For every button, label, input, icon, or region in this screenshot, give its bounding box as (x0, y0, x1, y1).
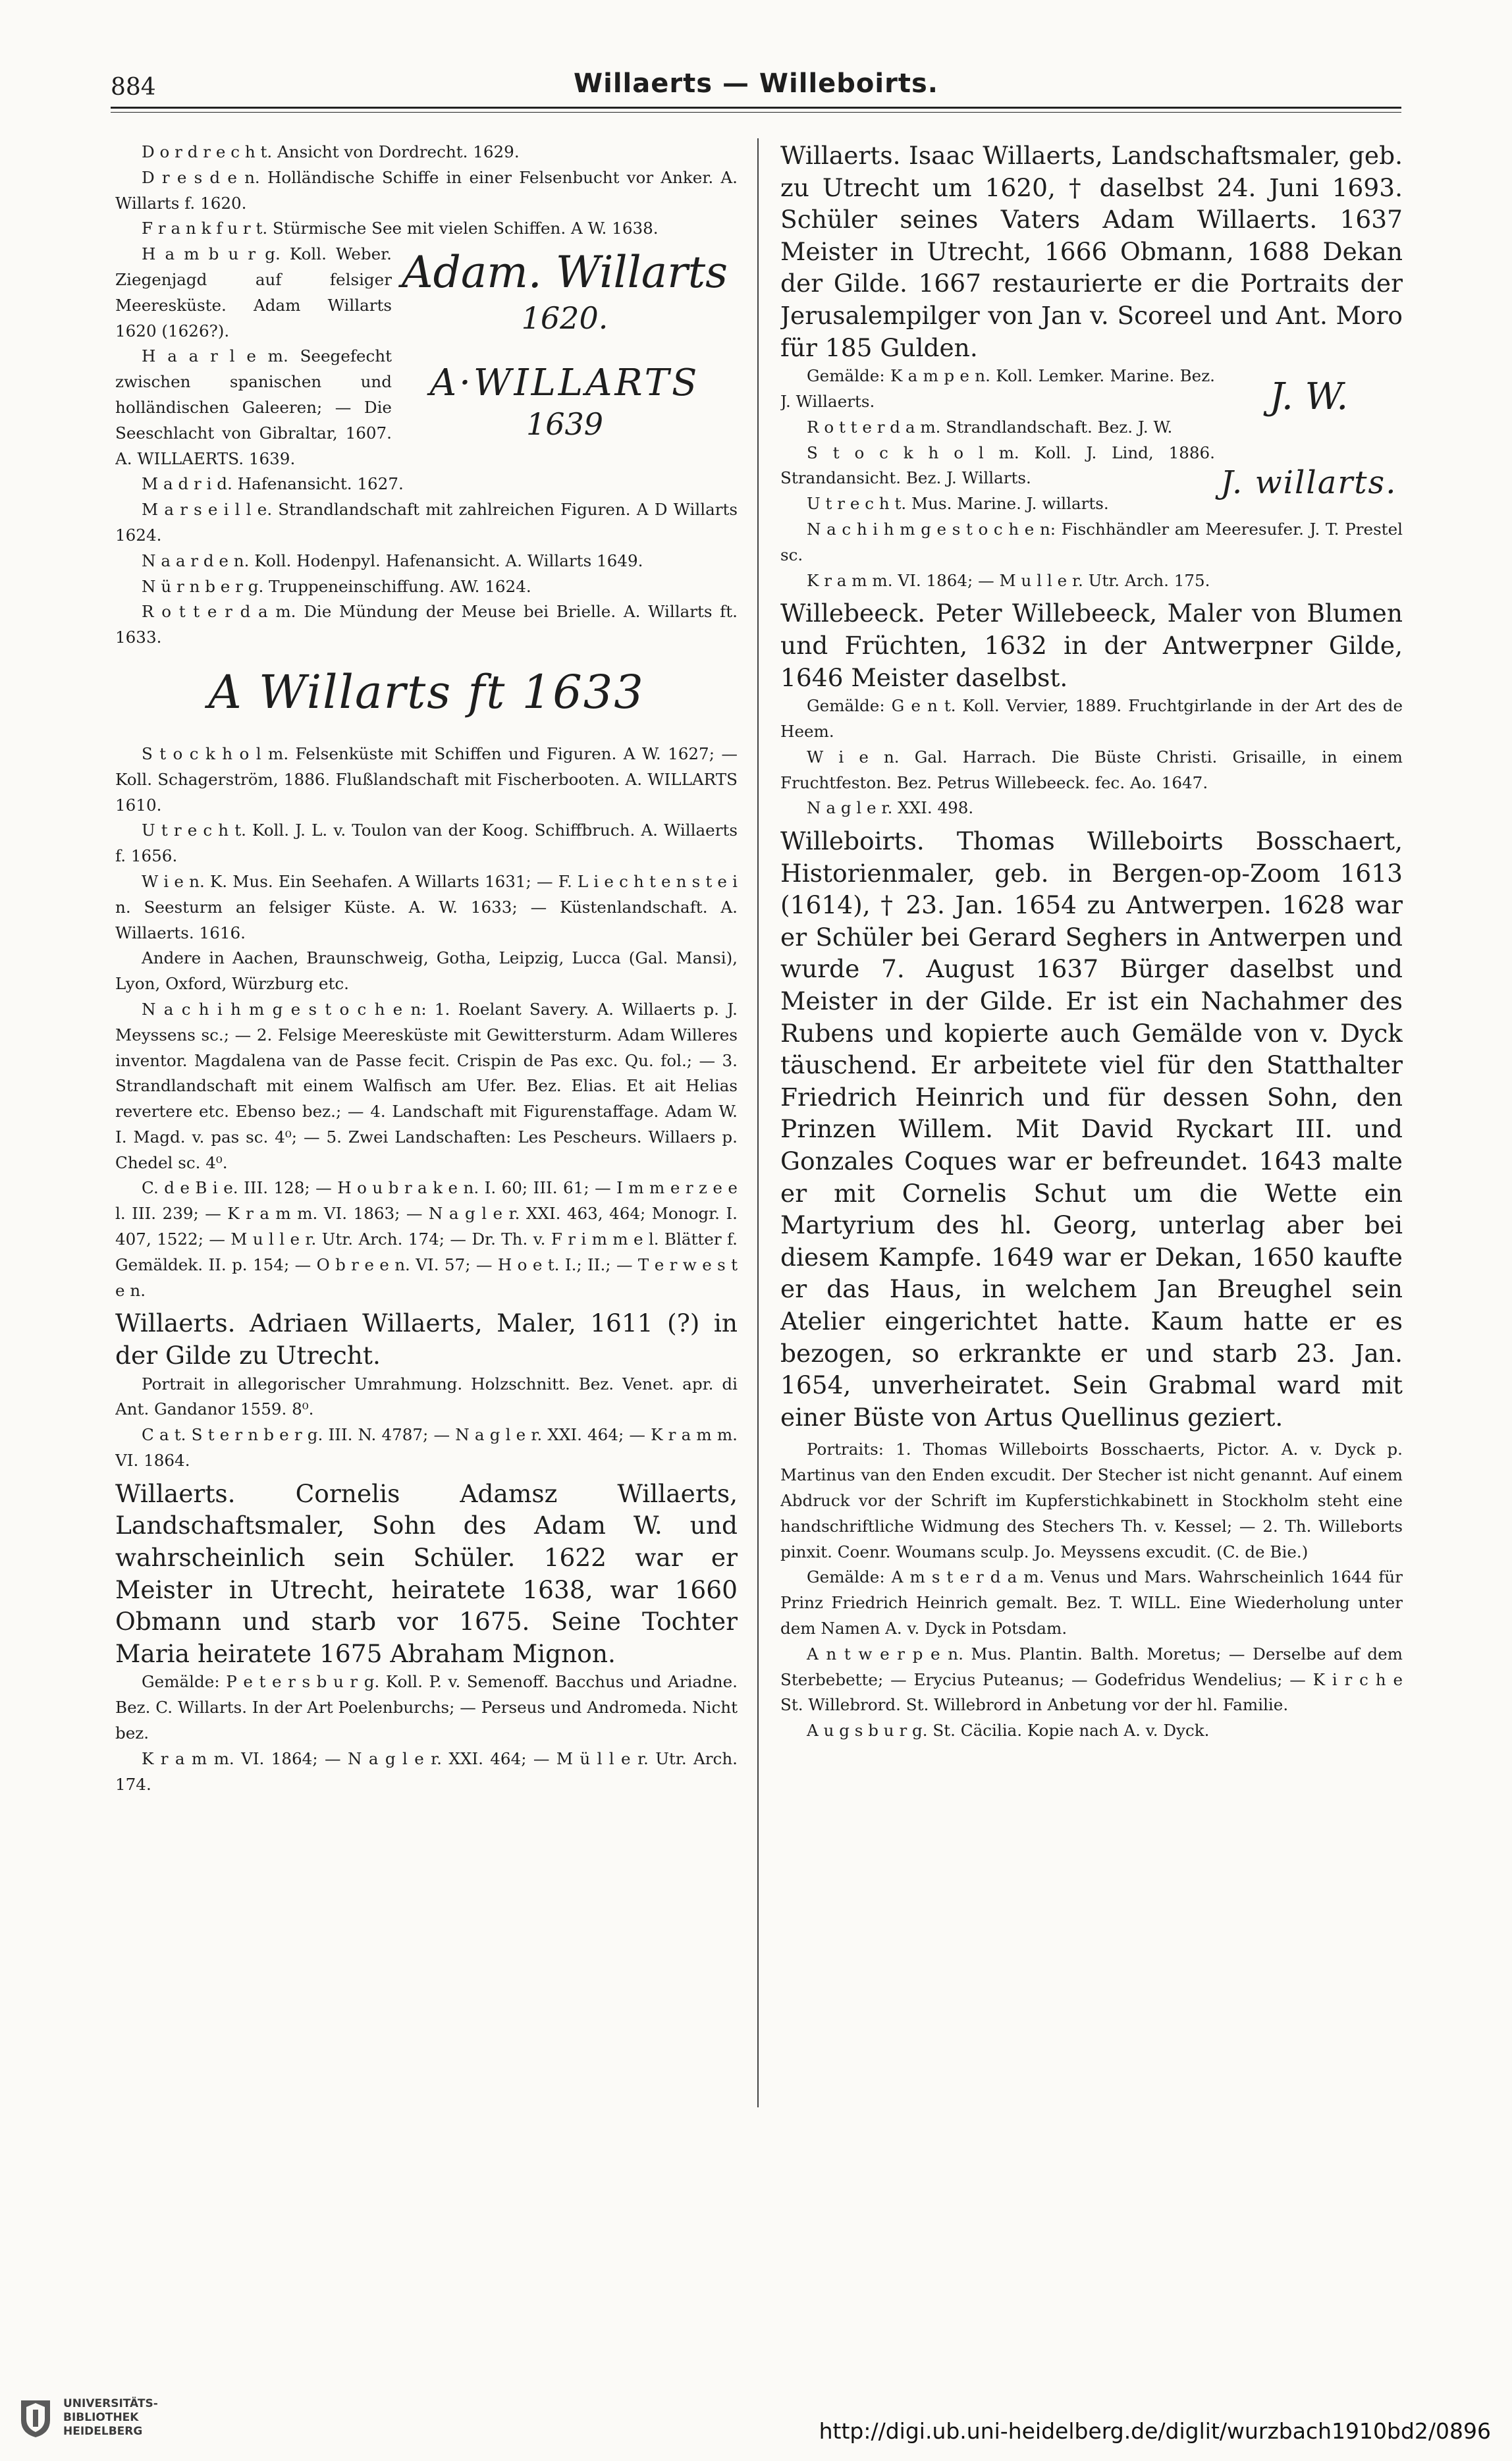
entry-utrecht: U t r e c h t. Koll. J. L. v. Toulon van der Koog. Schiffbruch. A. Willaerts f. 1656. (115, 821, 738, 866)
isaac-kampen: Gemälde: K a m p e n. Koll. Lemker. Marine. Bez. J. Willaerts. (780, 366, 1215, 411)
entry-andere: Andere in Aachen, Braunschweig, Gotha, Leipzig, Lucca (Gal. Mansi), Lyon, Oxford, Würzburg etc. (115, 948, 738, 994)
willeboirts-augsburg: A u g s b u r g. St. Cäcilia. Kopie nach A. v. Dyck. (807, 1721, 1210, 1741)
signature-j-willarts: J. willarts. (1220, 464, 1397, 502)
isaac-stockholm: S t o c k h o l m. Koll. J. Lind, 1886. Strandansicht. Bez. J. Willarts. (780, 443, 1215, 488)
willebeeck-literature: N a g l e r. XXI. 498. (807, 798, 974, 818)
entry-dordrecht: D o r d r e c h t. Ansicht von Dordrecht. 1629. (142, 142, 520, 161)
isaac-utrecht: U t r e c h t. Mus. Marine. J. willarts. (807, 494, 1109, 514)
library-name: UNIVERSITÄTS- BIBLIOTHEK HEIDELBERG (63, 2397, 158, 2438)
signature-jw: J. W. (1269, 375, 1349, 419)
portrait-adriaen: Portrait in allegorischer Umrahmung. Holzschnitt. Bez. Venet. apr. di Ant. Gandanor 1559. 8⁰. (115, 1374, 738, 1419)
entry-nuernberg: N ü r n b e r g. Truppeneinschiffung. AW. 1624. (142, 576, 531, 596)
literature-adriaen: C a t. S t e r n b e r g. III. N. 4787; — N a g l e r. XXI. 464; — K r a m m. VI. 1864. (115, 1425, 738, 1471)
isaac-engravings: N a c h i h m g e s t o c h e n: Fischhändler am Meeresufer. J. T. Prestel sc. (780, 519, 1403, 564)
signature-adam-willarts: Adam. Willarts (401, 247, 728, 298)
signature-a-willarts: A·WILLARTS (429, 362, 700, 405)
entry-madrid: M a d r i d. Hafenansicht. 1627. (142, 474, 404, 494)
entry-frankfurt: F r a n k f u r t. Stürmische See mit vielen Schiffen. A W. 1638. (142, 219, 659, 238)
signature-group (392, 242, 738, 444)
left-column (115, 140, 738, 1797)
literature-cornelis: K r a m m. VI. 1864; — N a g l e r. XXI. 464; — M ü l l e r. Utr. Arch. 174. (115, 1748, 738, 1794)
signature-year-1639: 1639 (526, 406, 604, 443)
heading-cornelis-willaerts: Willaerts. Cornelis Adamsz Willaerts, Landschaftsmaler, Sohn des Adam W. und wahrscheinlich sein Schüler. 1622 war er Meister in Utrecht, heiratete 1638, war 1660 Obmann und starb vor 1675. Seine Tochter Maria heiratete 1675 Abraham Mignon. (115, 1478, 738, 1668)
engravings-after: N a c h i h m g e s t o c h e n: 1. Roelant Savery. A. Willaerts p. J. Meyssens sc.; — 2. Felsige Meeresküste mit Gewittersturm. Adam Willeres inventor. Magdalena van de Passe fecit. Crispin de Pas exc. Qu. fol.; — 3. Strandlandschaft mit einem Walfisch am Ufer. Bez. Elias. Et ait Helias revertere etc. Ebenso bez.; — 4. Landschaft mit Figurenstaffage. Adam W. I. Magd. v. pas sc. 4⁰; — 5. Zwei Landschaften: Les Pescheurs. Willaers p. Chedel sc. 4⁰. (115, 999, 738, 1172)
isaac-literature: K r a m m. VI. 1864; — M u l l e r. Utr. Arch. 175. (807, 570, 1210, 590)
willeboirts-amsterdam: Gemälde: A m s t e r d a m. Venus und Mars. Wahrscheinlich 1644 für Prinz Friedrich Heinrich gemalt. Bez. T. WILL. Eine Wiederholung unter dem Namen A. v. Dyck in Potsdam. (780, 1567, 1403, 1638)
heading-willeboirts: Willeboirts. Thomas Willeboirts Bosschaert, Historienmaler, geb. in Bergen-op-Zoom 1613 (1614), † 23. Jan. 1654 zu Antwerpen. 1628 war er Schüler bei Gerard Seghers in Antwerpen und wurde 7. August 1637 Bürger daselbst und Meister in der Gilde. Er ist ein Nachahmer des Rubens und kopierte auch Gemälde von v. Dyck täuschend. Er arbeitete viel für den Statthalter Friedrich Heinrich und für dessen Sohn, den Prinzen Willem. Mit David Ryckart III. und Gonzales Coques war er befreundet. 1643 malte er mit Cornelis Schut um die Wette ein Martyrium des hl. Georg, unterlag aber bei diesem Kampfe. 1649 war er Dekan, 1650 kaufte er das Haus, in welchem Jan Breughel sein Atelier eingerichtet hatte. Kaum hatte er es bezogen, so erkrankte er und starb 23. Jan. 1654, unverheiratet. Sein Grabmal ward mit einer Büste von Artus Quellinus geziert. (780, 826, 1403, 1432)
willebeeck-gent: Gemälde: G e n t. Koll. Vervier, 1889. Fruchtgirlande in der Art des de Heem. (780, 696, 1403, 741)
willeboirts-portraits: Portraits: 1. Thomas Willeboirts Bosschaerts, Pictor. A. v. Dyck p. Martinus van den Enden excudit. Der Stecher ist nicht genannt. Auf einem Abdruck vor der Schrift im Kupferstichkabinett in Stockholm steht eine handschriftliche Widmung des Stechers Th. v. Kessel; — 2. Th. Willeborts pinxit. Coenr. Woumans sculp. Jo. Meyssens excudit. (C. de Bie.) (780, 1440, 1403, 1561)
signature-willarts-1633: A Willarts ft 1633 (208, 664, 645, 719)
entry-dresden: D r e s d e n. Holländische Schiffe in einer Felsenbucht vor Anker. A. Willarts f. 1620. (115, 167, 738, 213)
signature-aside (115, 242, 738, 472)
entry-wien: W i e n. K. Mus. Ein Seehafen. A Willarts 1631; — F. L i e c h t e n s t e i n. Seesturm an felsiger Küste. A. W. 1633; — Küstenlandschaft. A. Willaerts. 1616. (115, 871, 738, 942)
entry-haarlem: H a a r l e m. Seegefecht zwischen spanischen und holländischen Galeeren; — Die Seeschlacht von Gibraltar, 1607. A. WILLAERTS. 1639. (115, 346, 392, 468)
right-column (780, 140, 1403, 1744)
paintings-cornelis: Gemälde: P e t e r s b u r g. Koll. P. v. Semenoff. Bacchus und Ariadne. Bez. C. Willarts. In der Art Poelenburchs; — Perseus und Andromeda. Nicht bez. (115, 1672, 738, 1743)
entry-stockholm: S t o c k h o l m. Felsenküste mit Schiffen und Figuren. A W. 1627; — Koll. Schagerström, 1886. Flußlandschaft mit Fischerbooten. A. WILLARTS 1610. (115, 744, 738, 815)
isaac-signature-aside (780, 364, 1403, 517)
willebeeck-wien: W i e n. Gal. Harrach. Die Büste Christi. Grisaille, in einem Fruchtfeston. Bez. Petrus Willebeeck. fec. Ao. 1647. (780, 747, 1403, 792)
running-head: Willaerts — Willeboirts. (574, 68, 938, 99)
column-divider (757, 138, 759, 2107)
isaac-signatures (1215, 364, 1403, 501)
source-url[interactable]: http://digi.ub.uni-heidelberg.de/diglit/wurzbach1910bd2/0896 (819, 2418, 1491, 2444)
literature-adam: C. d e B i e. III. 128; — H o u b r a k e n. I. 60; III. 61; — I m m e r z e e l. III. 239; — K r a m m. VI. 1863; — N a g l e r. XXI. 463, 464; Monogr. I. 407, 1522; — M u l l e r. Utr. Arch. 174; — Dr. Th. v. F r i m m e l. Blätter f. Gemäldek. II. p. 154; — O b r e e n. VI. 57; — H o e t. I.; II.; — T e r w e s t e n. (115, 1178, 738, 1300)
entry-marseille: M a r s e i l l e. Strandlandschaft mit zahlreichen Figuren. A D Willarts 1624. (115, 500, 738, 545)
library-seal-icon (18, 2398, 53, 2439)
willeboirts-antwerpen: A n t w e r p e n. Mus. Plantin. Balth. Moretus; — Derselbe auf dem Sterbebette; — Erycius Puteanus; — Godefridus Wendelius; — K i r c h e St. Willebrord. St. Willebrord in Anbetung vor der hl. Familie. (780, 1644, 1403, 1715)
isaac-rotterdam: R o t t e r d a m. Strandlandschaft. Bez. J. W. (807, 417, 1173, 437)
entry-naarden: N a a r d e n. Koll. Hodenpyl. Hafenansicht. A. Willarts 1649. (142, 551, 643, 570)
header-rule (111, 107, 1401, 113)
heading-isaac-willaerts: Willaerts. Isaac Willaerts, Landschaftsmaler, geb. zu Utrecht um 1620, † daselbst 24. Juni 1693. Schüler seines Vaters Adam Willaerts. 1637 Meister in Utrecht, 1666 Obmann, 1688 Dekan der Gilde. 1667 restaurierte er die Portraits der Jerusalempilger von Jan v. Scoreel und Ant. Moro für 185 Gulden. (780, 141, 1403, 362)
page-number: 884 (111, 74, 156, 101)
library-logo (18, 2397, 158, 2439)
entry-rotterdam: R o t t e r d a m. Die Mündung der Meuse bei Brielle. A. Willarts ft. 1633. (115, 602, 738, 647)
entry-hamburg: H a m b u r g. Koll. Weber. Ziegenjagd auf felsiger Meeresküste. Adam Willarts 1620 (1626?). (115, 244, 392, 340)
signature-year-1620: 1620. (521, 300, 608, 337)
heading-willebeeck: Willebeeck. Peter Willebeeck, Maler von Blumen und Früchten, 1632 in der Antwerpner Gilde, 1646 Meister daselbst. (780, 599, 1403, 692)
heading-adriaen-willaerts: Willaerts. Adriaen Willaerts, Maler, 1611 (?) in der Gilde zu Utrecht. (115, 1309, 738, 1370)
